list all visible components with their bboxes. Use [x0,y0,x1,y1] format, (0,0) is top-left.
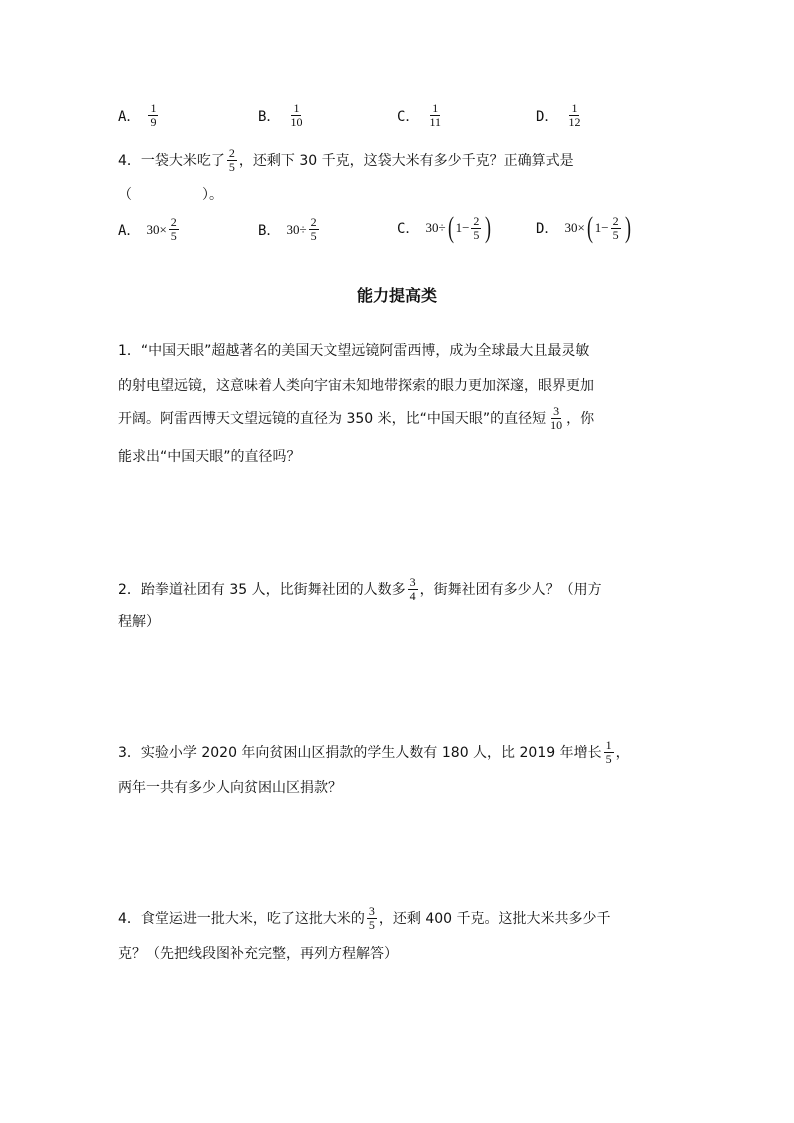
fraction-denominator: 10 [290,115,303,129]
fraction [611,215,621,242]
fraction-denominator: 12 [568,115,581,129]
q3-option-d [536,102,584,129]
fraction-denominator: 10 [550,418,563,432]
fraction-denominator: 5 [605,752,612,766]
expression [564,213,632,243]
fraction [566,102,582,129]
fraction-denominator: 5 [473,227,480,242]
paren-close: ) [624,211,631,244]
expression-inner: 1− [594,220,609,235]
p1-line-2: 的射电望远镜，这意味着人类向宇宙未知地带探索的眼力更加深邃，眼界更加 [118,378,594,394]
fraction [604,739,614,766]
expression [286,216,320,243]
p3-line-1-post: ， [615,744,630,761]
paren-close: ) [485,211,492,244]
option-label: C． [397,221,420,237]
fraction [408,576,418,603]
fraction-numerator: 2 [228,146,235,160]
expression-prefix: 30÷ [425,220,446,235]
q4-text-post: ，还剩下 30 千克，这袋大米有多少千克？正确算式是 [238,152,574,169]
fraction [367,905,377,932]
p2-line-1-post: ，街舞社团有多少人？（用方 [419,581,602,598]
fraction-numerator: 1 [571,101,578,115]
fraction-numerator: 3 [409,575,416,589]
p4-line-1-pre: 4．食堂运进一批大米，吃了这批大米的 [118,910,365,927]
fraction-numerator: 2 [310,215,317,229]
q4-question-line-1 [118,147,574,174]
option-label: B． [258,222,281,239]
p1-line-3 [118,405,594,432]
fraction [288,102,304,129]
fraction [227,147,237,174]
fraction-denominator: 5 [310,229,317,243]
option-label: D． [536,221,559,237]
p2-line-1 [118,576,602,603]
expression [146,216,180,243]
fraction-numerator: 3 [553,404,560,418]
option-label: C． [397,108,420,125]
q4-question-line-2 [118,183,223,207]
q4-option-c [397,213,493,243]
option-label: D． [536,108,559,125]
option-label: B． [258,108,281,125]
p1-line-3-pre: 开阔。阿雷西博天文望远镜的直径为 350 米，比“中国天眼”的直径短 [118,410,547,427]
expression [425,213,493,243]
q3-option-a [118,102,160,129]
fraction [148,102,158,129]
paren-open: ( [447,211,454,244]
p3-line-1-pre: 3．实验小学 2020 年向贫困山区捐款的学生人数有 180 人，比 2019 年增长 [118,744,602,761]
p1-line-4: 能求出“中国天眼”的直径吗？ [118,449,301,465]
p4-line-1 [118,905,611,932]
fraction-denominator: 9 [150,115,157,129]
q3-option-b [258,102,306,129]
fraction [169,216,179,243]
paren-open: ( [586,211,593,244]
answer-paren-open: （ [118,187,132,203]
p2-line-1-pre: 2．跆拳道社团有 35 人，比街舞社团的人数多 [118,581,406,598]
fraction-denominator: 4 [409,589,416,603]
fraction-denominator: 11 [429,115,441,129]
p3-line-1 [118,739,630,766]
fraction [471,215,481,242]
fraction-numerator: 2 [473,213,480,228]
fraction-numerator: 1 [150,101,157,115]
expression-prefix: 30× [564,220,585,235]
expression-inner: 1− [455,220,470,235]
p4-line-2: 克？（先把线段图补充完整，再列方程解答） [118,946,398,962]
option-label: A． [118,222,141,239]
fraction [427,102,443,129]
fraction-denominator: 5 [228,160,235,174]
fraction-numerator: 1 [605,738,612,752]
fraction-numerator: 2 [170,215,177,229]
q4-option-a [118,216,181,243]
q4-option-b [258,216,321,243]
p3-line-2: 两年一共有多少人向贫困山区捐款？ [118,780,342,796]
q4-text-pre: 4．一袋大米吃了 [118,152,225,169]
fraction [309,216,319,243]
fraction-numerator: 1 [293,101,300,115]
p1-line-3-post: ，你 [566,410,595,427]
fraction-denominator: 5 [612,227,619,242]
fraction-numerator: 1 [432,101,439,115]
p2-line-2: 程解） [118,614,160,630]
expression-prefix: 30÷ [286,221,307,237]
section-title: 能力提高类 [356,286,437,305]
fraction-numerator: 2 [612,213,619,228]
answer-paren-close: ）。 [202,187,223,203]
option-label: A． [118,108,141,125]
fraction-numerator: 3 [368,904,375,918]
p4-line-1-post: ，还剩 400 千克。这批大米共多少千 [378,910,611,927]
q3-option-c [397,102,445,129]
expression-prefix: 30× [146,221,167,237]
fraction-denominator: 5 [368,918,375,932]
fraction [548,405,564,432]
fraction-denominator: 5 [170,229,177,243]
q4-option-d [536,213,633,243]
p1-line-1: 1．“中国天眼”超越著名的美国天文望远镜阿雷西博，成为全球最大且最灵敏 [118,343,590,359]
